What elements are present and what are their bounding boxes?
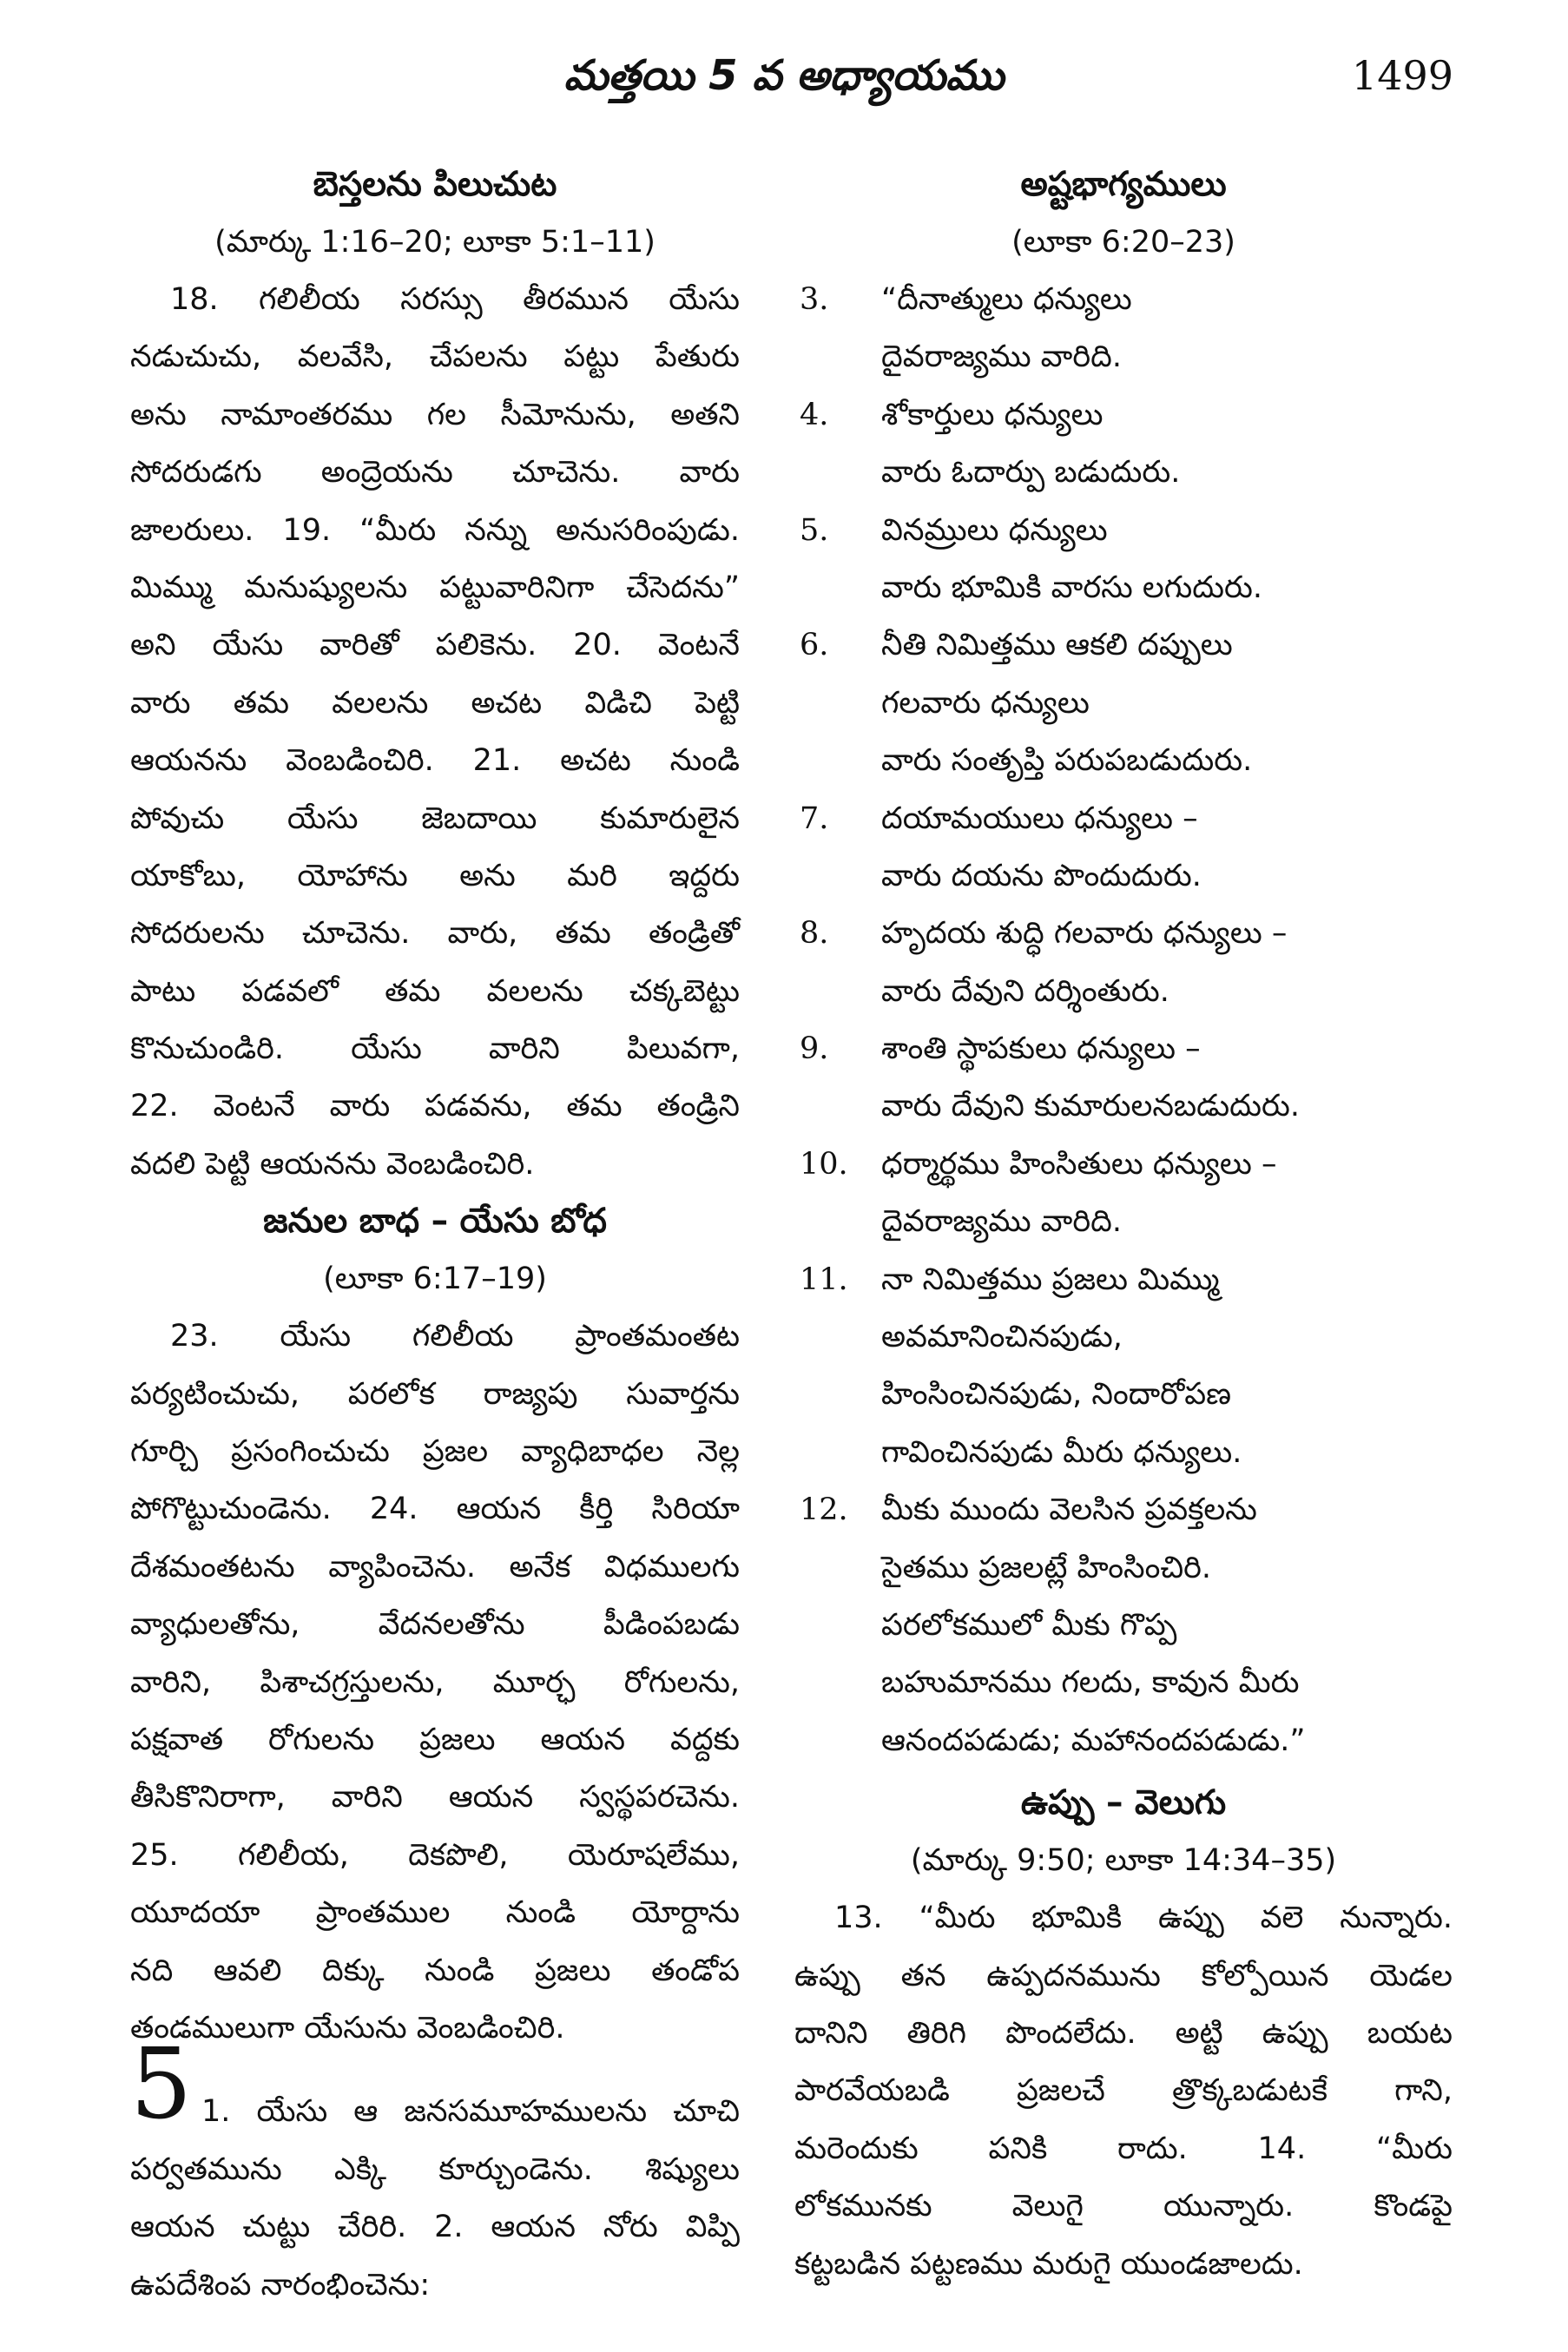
beatitudes-list xyxy=(794,271,1453,1769)
verse-line: బహుమానము గలదు, కావున మీరు xyxy=(881,1665,1300,1701)
verse-line: నా నిమిత్తము ప్రజలు మిమ్ము xyxy=(881,1262,1220,1297)
verse-line: గలవారు ధన్యులు xyxy=(881,685,1090,721)
verse-number: 8. xyxy=(800,916,829,952)
verse-item xyxy=(794,1136,1453,1251)
text-line: నది ఆవలి దిక్కు నుండి ప్రజలు తండోప xyxy=(130,1953,740,1988)
verse-item xyxy=(794,790,1453,906)
verse-item xyxy=(794,502,1453,617)
text-line: పోవుచు యేసు జెబదాయి కుమారులైన xyxy=(130,800,740,836)
verse-number: 4. xyxy=(800,397,829,432)
running-title: మత్తయి 5 వ అధ్యాయము xyxy=(563,51,1005,100)
verse-line: దైవరాజ్యము వారిది. xyxy=(881,1204,1122,1240)
text-line: 25. గలిలీయ, దెకపొలి, యెరూషలేము, xyxy=(130,1837,740,1873)
text-line: వారిని, పిశాచగ్రస్తులను, మూర్ఛ రోగులను, xyxy=(130,1664,740,1700)
text-line: వారు తమ వలలను అచట విడిచి పెట్టి xyxy=(130,685,740,721)
verse-line: శాంతి స్థాపకులు ధన్యులు – xyxy=(881,1031,1201,1067)
section-heading-crowds: జనుల బాధ – యేసు బోధ xyxy=(263,1202,607,1242)
verse-item xyxy=(794,1251,1453,1482)
section-body xyxy=(130,271,740,1193)
verse-line: ఆనందపడుడు; మహానందపడుడు.” xyxy=(881,1723,1306,1758)
text-line: ఉప్పు తన ఉప్పదనమును కోల్పోయిన యెడల xyxy=(794,1958,1453,1993)
text-line: ఉపదేశింప నారంభించెను: xyxy=(130,2267,431,2303)
text-line: పక్షవాత రోగులను ప్రజలు ఆయన వద్దకు xyxy=(130,1722,740,1757)
verse-number: 10. xyxy=(800,1146,848,1182)
verse-number: 9. xyxy=(800,1031,829,1067)
cross-reference: (లూకా 6:17–19) xyxy=(323,1262,547,1297)
text-line: దేశమంతటను వ్యాపించెను. అనేక విధములగు xyxy=(130,1549,740,1584)
text-line: పర్యటించుచు, పరలోక రాజ్యపు సువార్తను xyxy=(130,1376,740,1412)
verse-item xyxy=(794,1481,1453,1769)
verse-number: 7. xyxy=(800,800,829,836)
text-line: 13. “మీరు భూమికి ఉప్పు వలె నున్నారు. xyxy=(834,1901,1453,1936)
verse-number: 3. xyxy=(800,282,829,317)
right-column xyxy=(794,156,1453,2293)
verse-number: 6. xyxy=(800,628,829,663)
text-line: ఆయన చుట్టు చేరిరి. 2. ఆయన నోరు విప్పి xyxy=(130,2210,740,2245)
text-line: అను నామాంతరము గల సీమోనును, అతని xyxy=(130,397,740,432)
text-line: అని యేసు వారితో పలికెను. 20. వెంటనే xyxy=(130,628,740,663)
verse-line: వారు సంతృప్తి పరుపబడుదురు. xyxy=(881,743,1253,779)
text-line: 1. యేసు ఆ జనసమూహములను చూచి xyxy=(201,2094,740,2130)
text-line: కొనుచుండిరి. యేసు వారిని పిలువగా, xyxy=(130,1031,740,1067)
text-line: జాలరులు. 19. “మీరు నన్ను అనుసరింపుడు. xyxy=(130,512,740,548)
verse-line: వారు దయను పొందుదురు. xyxy=(881,858,1202,893)
text-line: మరెందుకు పనికి రాదు. 14. “మీరు xyxy=(794,2131,1453,2166)
page-number: 1499 xyxy=(1351,52,1453,99)
text-line: వ్యాధులతోను, వేదనలతోను పీడింపబడు xyxy=(130,1607,740,1643)
verse-item xyxy=(794,616,1453,789)
verse-line: ధర్మార్థము హింసితులు ధన్యులు – xyxy=(881,1146,1277,1182)
verse-line: వారు భూమికి వారసు లగుదురు. xyxy=(881,570,1263,605)
text-line: పాటు పడవలో తమ వలలను చక్కబెట్టు xyxy=(130,973,740,1009)
verse-line: దైవరాజ్యము వారిది. xyxy=(881,339,1122,375)
text-line: సోదరులను చూచెను. వారు, తమ తండ్రితో xyxy=(130,916,740,952)
verse-line: పరలోకములో మీకు గొప్ప xyxy=(881,1607,1177,1643)
verse-line: గావించినపుడు మీరు ధన్యులు. xyxy=(881,1434,1242,1470)
verse-number: 5. xyxy=(800,512,829,548)
section-heading-beatitudes: అష్టభాగ్యములు xyxy=(1020,165,1227,204)
cross-reference: (మార్కు 9:50; లూకా 14:34–35) xyxy=(910,1843,1337,1879)
text-line: కట్టబడిన పట్టణము మరుగై యుండజాలదు. xyxy=(794,2246,1303,2282)
text-line: మిమ్ము మనుష్యులను పట్టువారినిగా చేసెదను” xyxy=(130,570,740,605)
section-heading-calling-fishermen: బెస్తలను పిలుచుట xyxy=(313,165,557,204)
text-line: పర్వతమును ఎక్కి కూర్చుండెను. శిష్యులు xyxy=(130,2151,740,2187)
text-line: లోకమునకు వెలుగై యున్నారు. కొండపై xyxy=(794,2189,1453,2224)
text-line: 18. గలిలీయ సరస్సు తీరమున యేసు xyxy=(170,282,740,317)
text-line: పోగొట్టుచుండెను. 24. ఆయన కీర్తి సిరియా xyxy=(130,1492,740,1527)
text-line: నడుచుచు, వలవేసి, చేపలను పట్టు పేతురు xyxy=(130,339,740,375)
text-line: 22. వెంటనే వారు పడవను, తమ తండ్రిని xyxy=(130,1089,740,1124)
verse-line: శోకార్తులు ధన్యులు xyxy=(881,397,1104,432)
verse-item xyxy=(794,271,1453,386)
verse-number: 12. xyxy=(800,1492,848,1528)
verse-line: వినమ్రులు ధన్యులు xyxy=(881,512,1108,548)
text-line: దానిని తిరిగి పొందలేదు. అట్టి ఉప్పు బయట xyxy=(794,2015,1453,2051)
text-line: యాకోబు, యోహాను అను మరి ఇద్దరు xyxy=(130,858,740,893)
chapter-number: 5 xyxy=(130,2028,193,2142)
verse-line: హృదయ శుద్ధి గలవారు ధన్యులు – xyxy=(881,916,1288,952)
text-line: 23. యేసు గలిలీయ ప్రాంతమంతట xyxy=(170,1319,740,1354)
verse-item xyxy=(794,905,1453,1020)
page-header xyxy=(0,45,1568,106)
verse-line: వారు దేవుని దర్శింతురు. xyxy=(881,973,1169,1009)
section-body xyxy=(130,1308,740,2057)
verse-item xyxy=(794,1020,1453,1136)
text-line: సోదరుడగు అంద్రెయను చూచెను. వారు xyxy=(130,455,740,491)
verse-item xyxy=(794,386,1453,502)
cross-reference: (లూకా 6:20–23) xyxy=(1011,225,1235,260)
text-line: వదలి పెట్టి ఆయనను వెంబడించిరి. xyxy=(130,1146,535,1182)
text-line: గూర్చి ప్రసంగించుచు ప్రజల వ్యాధిబాధల నెల్ల xyxy=(130,1434,740,1470)
verse-line: “దీనాత్ములు ధన్యులు xyxy=(881,282,1132,317)
cross-reference: (మార్కు 1:16–20; లూకా 5:1–11) xyxy=(214,225,656,260)
verse-line: దయామయులు ధన్యులు – xyxy=(881,800,1198,836)
verse-number: 11. xyxy=(800,1262,848,1297)
text-line: ఆయనను వెంబడించిరి. 21. అచట నుండి xyxy=(130,743,740,779)
verse-line: అవమానించినపుడు, xyxy=(881,1320,1123,1355)
section-body xyxy=(794,1889,1453,2293)
text-line: తీసికొనిరాగా, వారిని ఆయన స్వస్థపరచెను. xyxy=(130,1780,740,1815)
verse-line: వారు దేవుని కుమారులనబడుదురు. xyxy=(881,1089,1300,1124)
text-line: యూదయా ప్రాంతముల నుండి యోర్దాను xyxy=(130,1895,740,1931)
text-line: తండములుగా యేసును వెంబడించిరి. xyxy=(130,2010,565,2046)
verse-line: హింసించినపుడు, నిందారోపణ xyxy=(881,1377,1232,1413)
section-heading-salt-light: ఉప్పు – వెలుగు xyxy=(1020,1783,1227,1823)
verse-line: సైతము ప్రజలట్లే హింసించిరి. xyxy=(881,1550,1212,1585)
text-line: పారవేయబడి ప్రజలచే త్రొక్కబడుటకే గాని, xyxy=(794,2073,1453,2109)
verse-line: మీకు ముందు వెలసిన ప్రవక్తలను xyxy=(881,1492,1257,1528)
verse-line: నీతి నిమిత్తము ఆకలి దప్పులు xyxy=(881,628,1233,663)
left-column xyxy=(130,156,740,2314)
verse-line: వారు ఓదార్పు బడుదురు. xyxy=(881,455,1181,491)
